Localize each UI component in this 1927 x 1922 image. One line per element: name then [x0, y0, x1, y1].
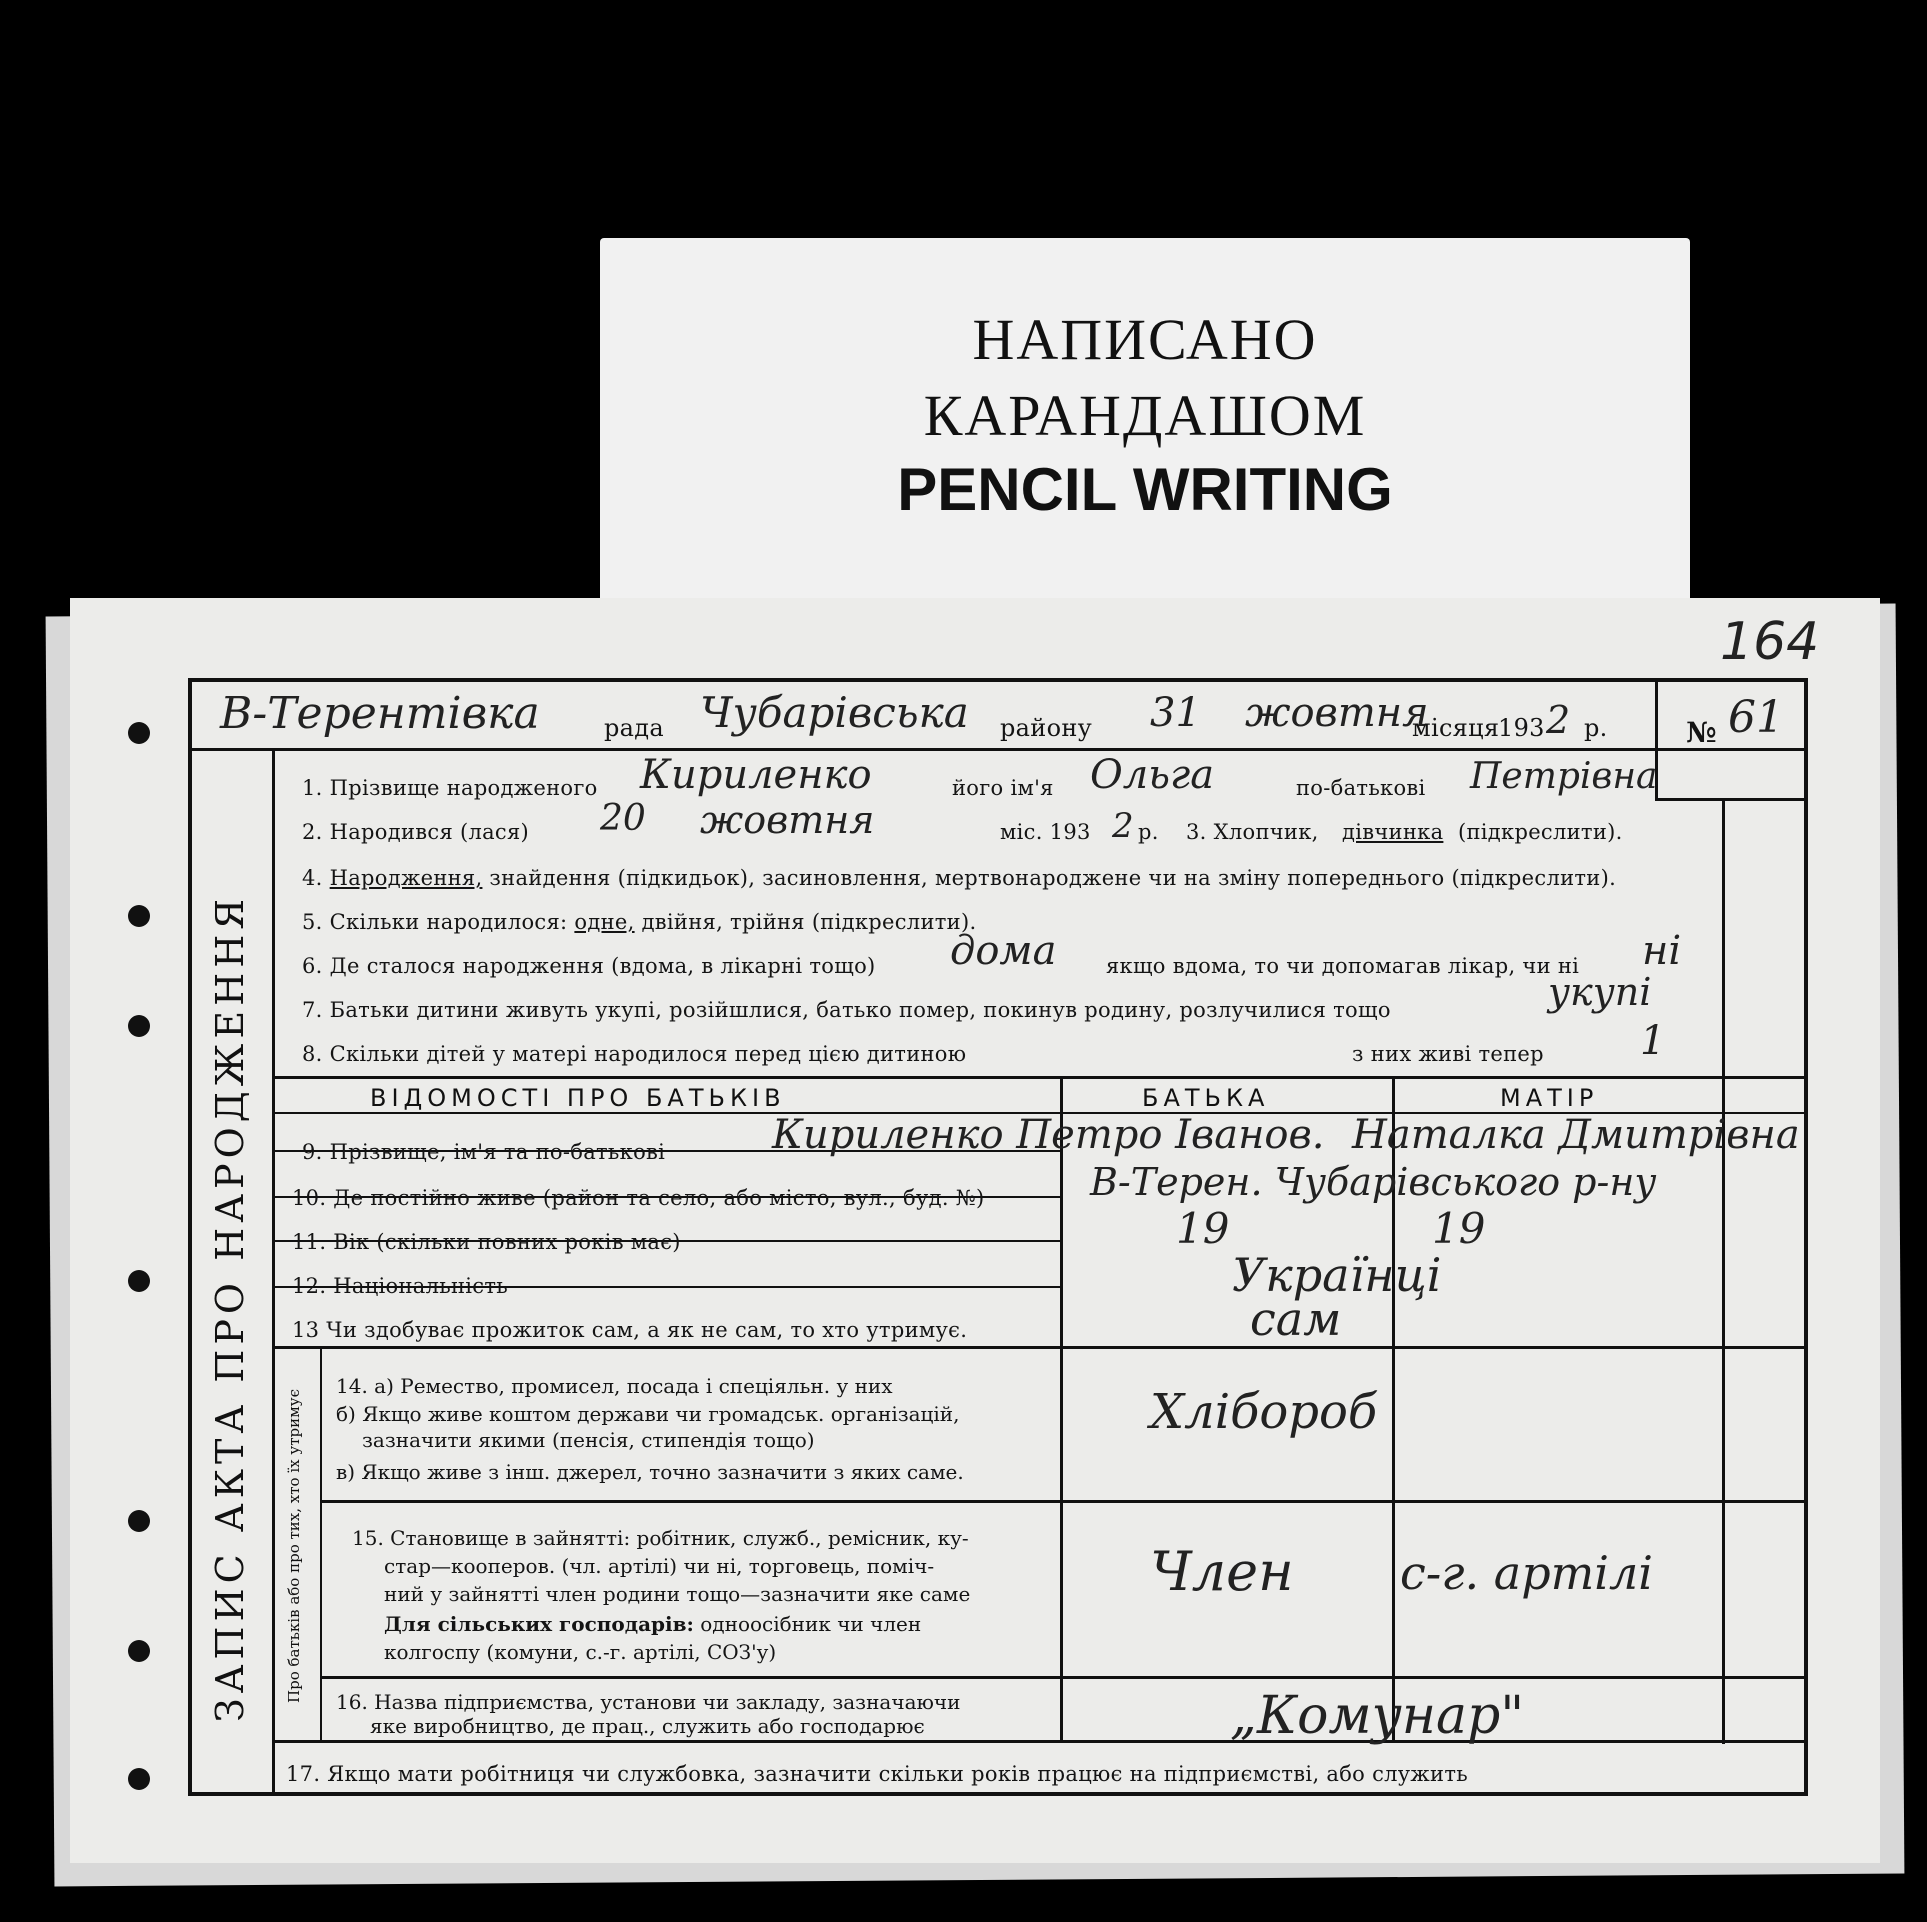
sex-selected: дівчинка	[1342, 820, 1444, 844]
row6-label: 6. Де сталося народження (вдома, в лікарні тощо)	[302, 954, 876, 978]
count-selected: одне,	[574, 910, 635, 934]
binder-hole	[128, 1768, 150, 1790]
parents-section-title: ВІДОМОСТІ ПРО БАТЬКІВ	[370, 1084, 786, 1112]
divider	[1722, 800, 1725, 1744]
birth-month-label: міс. 193	[1000, 820, 1091, 844]
row15-line3: ний у зайнятті член родини тощо—зазначити яке саме	[384, 1582, 971, 1606]
binder-hole	[128, 1510, 150, 1532]
sex-note: (підкреслити).	[1458, 820, 1623, 844]
birth-day: 20	[600, 798, 646, 839]
year-digit: 2	[1546, 698, 1571, 742]
record-number: 61	[1728, 692, 1784, 743]
name-label: його ім'я	[952, 776, 1054, 800]
side-title: ЗАПИС АКТА ПРО НАРОДЖЕННЯ	[208, 893, 252, 1723]
father-age: 19	[1176, 1204, 1230, 1253]
raion-label: району	[1000, 714, 1093, 742]
doctor-value: ні	[1642, 928, 1682, 974]
self-support-value: сам	[1250, 1292, 1342, 1346]
row14-b1: б) Якщо живе коштом держави чи громадськ. організацій,	[336, 1402, 960, 1426]
patronymic-label: по-батькові	[1296, 776, 1426, 800]
divider	[320, 1500, 1808, 1503]
mother-column-header: МАТІР	[1500, 1084, 1599, 1112]
mother-full-name: Наталка Дмитрівна	[1352, 1112, 1800, 1158]
employment-mother-value: с-г. артілі	[1400, 1546, 1653, 1600]
row14-b2: зазначити якими (пенсія, стипендія тощо)	[362, 1428, 815, 1452]
pencil-writing-label-card	[600, 238, 1690, 618]
child-name: Ольга	[1090, 752, 1215, 798]
divider	[272, 1346, 1808, 1349]
divider	[320, 1676, 1808, 1679]
binder-hole	[128, 722, 150, 744]
mother-age: 19	[1432, 1204, 1486, 1253]
doctor-label: якщо вдома, то чи допомагав лікар, чи ні	[1106, 954, 1580, 978]
birth-month: жовтня	[700, 798, 875, 842]
row14-a: 14. а) Ремество, промисел, посада і спеціяльн. у них	[336, 1374, 893, 1398]
rada-value: Чубарівська	[700, 688, 969, 737]
father-column-header: БАТЬКА	[1142, 1084, 1270, 1112]
alive-label: з них живі тепер	[1352, 1042, 1544, 1066]
occupation-value: Хлібороб	[1150, 1384, 1378, 1440]
row14-c: в) Якщо живе з інш. джерел, точно зазначити з яких саме.	[336, 1460, 964, 1484]
archive-page-number: 164	[1720, 612, 1820, 672]
divider	[272, 748, 275, 1796]
employment-father-value: Член	[1150, 1540, 1294, 1603]
event-selected: Народження,	[329, 866, 483, 890]
birth-year-suffix: р.	[1138, 820, 1159, 844]
row15-line4: Для сільських господарів: одноосібник чи член	[384, 1612, 922, 1636]
row16-line1: 16. Назва підприємства, установи чи закладу, зазначаючи	[336, 1690, 961, 1714]
father-full-name: Кириленко Петро Іванов.	[772, 1112, 1325, 1158]
rada-label: рада	[604, 714, 664, 742]
row13-label: 13 Чи здобуває прожиток сам, а як не сам, то хто утримує.	[292, 1318, 968, 1342]
binder-hole	[128, 905, 150, 927]
label-line-1: НАПИСАНО	[972, 307, 1318, 372]
record-month: жовтня	[1245, 690, 1429, 736]
child-surname: Кириленко	[640, 752, 872, 798]
row2-label: 2. Народився (лася)	[302, 820, 530, 844]
row5: 5. Скільки народилося: одне, двійня, трійня (підкреслити).	[302, 910, 977, 934]
year-suffix: р.	[1584, 714, 1608, 742]
divider	[272, 1740, 1808, 1743]
row15-line2: стар—кооперов. (чл. артілі) чи ні, торговець, поміч-	[384, 1554, 935, 1578]
month-label: місяця	[1412, 714, 1500, 742]
residence-value: В-Терен. Чубарівського р-ну	[1090, 1160, 1657, 1204]
divider	[1655, 798, 1807, 801]
sex-label: 3. Хлопчик,	[1186, 820, 1319, 844]
divider	[272, 1076, 1808, 1079]
year-prefix: 193	[1498, 714, 1545, 742]
village-value: В-Терентівка	[220, 688, 540, 739]
alive-value: 1	[1640, 1018, 1666, 1064]
row15-line1: 15. Становище в зайнятті: робітник, служб., ремісник, ку-	[352, 1526, 969, 1550]
divider	[188, 748, 1808, 751]
record-day: 31	[1150, 690, 1201, 736]
parents-status-value: укупі	[1548, 970, 1652, 1014]
row4: 4. Народження, знайдення (підкидьок), засиновлення, мертвонароджене чи на зміну попереднього (підкреслити).	[302, 866, 1617, 890]
row11-label: 11. Вік (скільки повних років має)	[292, 1230, 681, 1254]
binder-hole	[128, 1015, 150, 1037]
number-label: №	[1686, 716, 1717, 749]
row15-line5: колгоспу (комуни, с.-г. артілі, СОЗ'у)	[384, 1640, 777, 1664]
binder-hole	[128, 1640, 150, 1662]
row10-label: 10. Де постійно живе (район та село, або місто, вул., буд. №)	[292, 1186, 985, 1210]
row16-line2: яке виробництво, де прац., служить або господарює	[370, 1714, 925, 1738]
nationality-value: Українці	[1232, 1248, 1442, 1302]
row17-label: 17. Якщо мати робітниця чи службовка, зазначити скільки років працює на підприємстві, або служить	[286, 1762, 1468, 1786]
label-line-2: КАРАНДАШОМ	[923, 383, 1367, 448]
row7-label: 7. Батьки дитини живуть укупі, розійшлися, батько помер, покинув родину, розлучилися тощо	[302, 998, 1391, 1022]
enterprise-value: „Комунар"	[1230, 1686, 1525, 1746]
row8-label: 8. Скільки дітей у матері народилося перед цією дитиною	[302, 1042, 967, 1066]
child-patronymic: Петрівна	[1470, 756, 1658, 797]
birth-year-digit: 2	[1112, 806, 1134, 846]
label-line-3: PENCIL WRITING	[897, 456, 1393, 523]
row12-label: 12. Національність	[292, 1274, 508, 1298]
divider	[320, 1346, 322, 1742]
parents-side-note: Про батьків або про тих, хто їх утримує	[285, 1389, 303, 1703]
divider	[1060, 1076, 1063, 1742]
row9-label: 9. Прізвище, ім'я та по-батькові	[302, 1140, 666, 1164]
birth-place-value: дома	[950, 928, 1057, 974]
side-title-column	[190, 820, 270, 1796]
row1-label: 1. Прізвище народженого	[302, 776, 598, 800]
binder-hole	[128, 1270, 150, 1292]
